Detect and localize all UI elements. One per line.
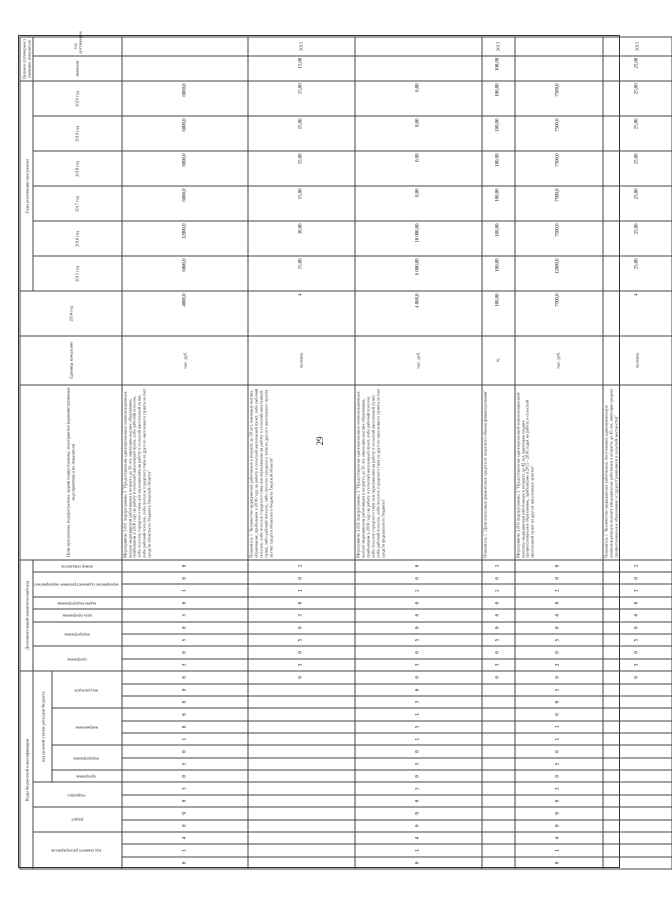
document-table-frame [18,30,640,868]
code-cell [247,708,354,720]
code-cell [602,695,671,707]
value-2017-cell: 7500,0 [514,186,602,221]
value-2019-cell: 15,00 [247,116,354,151]
target-value-cell [355,55,481,81]
header-dak: Дополнительный аналитический код [20,559,33,670]
value-2015-cell: 25,00 [602,256,671,291]
table-row [121,37,247,869]
code-cell: 0 [481,621,514,633]
code-cell: 3 [121,609,247,621]
code-cell: 0 [121,794,247,806]
value-2017-cell: 25,00 [602,186,671,221]
value-2016-cell: 12000,0 [121,221,247,256]
goal-text-cell: Показатель 1 "Количество медицинских работников в возрасте до 50 лет, имеющих высшее образование, прибывших в 2016 году на работу в сельский населенный пункт, либо рабочий поселок, либо поселок городского типа или переехавших на работу в сельский населенный пункт, либо рабочий поселок, либо поселок городского типа из другого населенного пункта за счет средств областного бюджета Тверской области" [247,384,354,559]
value-2014-cell: 7500,0 [514,291,602,335]
code-cell: 6 [355,683,481,695]
value-2016-cell: 25,00 [602,221,671,256]
code-cell: 3 [121,782,247,794]
code-cell: 0 [481,596,514,608]
code-cell [247,745,354,757]
unit-cell: человек [602,335,671,384]
value-2015-cell: 15,00 [247,256,354,291]
value-2020-cell: 7500,0 [514,81,602,116]
code-cell: 5 [514,633,602,645]
code-cell: 9 [514,807,602,819]
target-value-cell: 25,00 [602,55,671,81]
value-2019-cell: 6000,0 [121,116,247,151]
value-2018-cell: 7500,0 [514,151,602,186]
code-cell: 0 [355,770,481,782]
code-cell [247,720,354,732]
value-2014-cell: 100,00 [481,291,514,335]
value-2017-cell: 0,00 [355,186,481,221]
value-2020-cell: 100,00 [481,81,514,116]
header-target-year: год достижения [33,37,121,56]
code-cell [247,770,354,782]
value-2015-cell: 6 000,00 [355,256,481,291]
code-cell: 5 [121,757,247,769]
code-cell [602,733,671,745]
code-cell: 1 [514,720,602,732]
value-2019-cell: 100,00 [481,116,514,151]
code-cell: 0 [355,671,481,684]
unit-cell: тыс. руб. [355,335,481,384]
value-2018-cell: 15,00 [247,151,354,186]
code-cell: 5 [602,633,671,645]
target-year-cell: 2015 [481,37,514,56]
code-cell: 0 [514,695,602,707]
code-cell [602,683,671,695]
header-rz: раздел [33,807,121,832]
code-cell: 0 [514,559,602,571]
code-cell [602,745,671,757]
program-table [19,30,672,869]
code-cell: 0 [121,559,247,571]
header-cs-direction: направление [52,708,122,745]
code-cell: 5 [355,633,481,645]
header-unit: Единица измерения [20,335,122,384]
header-vr: вид расходов [52,671,122,708]
target-year-cell [355,37,481,56]
code-cell: 6 [121,708,247,720]
value-2015-cell: 12000,0 [514,256,602,291]
code-cell: 3 [514,782,602,794]
code-cell: 0 [247,621,354,633]
code-cell: 3 [355,782,481,794]
code-cell: 1 [602,559,671,571]
value-2015-cell: 6000,0 [121,256,247,291]
code-cell: 0 [514,671,602,684]
code-cell: 0 [481,646,514,658]
header-dak-indicator: номер показателя [33,559,121,571]
code-cell: 0 [247,572,354,584]
header-dak-event: мероприятие (административное мероприятие) [33,572,121,597]
target-year-cell [514,37,602,56]
code-cell [247,695,354,707]
code-cell: 0 [602,572,671,584]
value-2019-cell: 25,00 [602,116,671,151]
value-2019-cell: 0,00 [355,116,481,151]
header-gr: код главного распорядителя [33,831,121,868]
code-cell [247,844,354,856]
code-cell: 1 [514,733,602,745]
code-cell: 4 [514,831,602,843]
code-cell: 0 [355,596,481,608]
table-row [514,37,602,869]
header-target: Целевое (суммарное) значение показателя [20,37,33,81]
value-2018-cell: 25,00 [602,151,671,186]
code-cell: 0 [355,559,481,571]
code-cell [481,695,514,707]
code-cell: 0 [355,572,481,584]
code-cell: 3 [247,609,354,621]
code-cell [481,819,514,831]
goal-text-cell: Показатель 1 "Доля освоенных финансовых средств от планового объема финансирования" [481,384,514,559]
value-2018-cell: 0,00 [355,151,481,186]
target-value-cell [121,55,247,81]
code-cell [602,831,671,843]
header-2018: 2018 год [33,151,121,186]
code-cell [481,782,514,794]
page-number: 29 [315,436,325,446]
code-cell: 0 [355,646,481,658]
code-cell: 0 [121,646,247,658]
value-2017-cell: 100,00 [481,186,514,221]
code-cell [481,844,514,856]
code-cell: 9 [355,807,481,819]
code-cell: 0 [355,621,481,633]
code-cell: 1 [121,584,247,596]
code-cell: 0 [602,621,671,633]
code-cell: 0 [514,621,602,633]
table-row [355,37,481,869]
code-cell [247,733,354,745]
code-cell [602,770,671,782]
code-cell: 3 [514,658,602,670]
code-cell: 1 [355,733,481,745]
code-cell [602,856,671,868]
code-cell: 0 [514,745,602,757]
header-dak-task: задача подпрограммы [33,596,121,608]
code-cell: 0 [514,856,602,868]
goal-text-cell: Показатель 1 "Количество медицинских работников, получивших единовременную компенсационную выплату (медицинские работники в возрасте до 45 лет, имеющие среднее профессиональное образование и трудоустроившиеся в сельской местности)" [602,384,671,559]
code-cell [602,782,671,794]
code-cell [602,807,671,819]
code-cell [602,757,671,769]
code-cell: 1 [355,844,481,856]
code-cell: 0 [355,856,481,868]
code-cell [602,819,671,831]
code-cell: 0 [121,683,247,695]
header-2020: 2020 год [33,81,121,116]
code-cell: 3 [514,584,602,596]
code-cell [481,831,514,843]
code-cell: 5 [247,633,354,645]
value-2018-cell: 6000,0 [121,151,247,186]
code-cell: 3 [355,658,481,670]
code-cell: 0 [514,819,602,831]
header-target-value: значение [33,55,121,81]
code-cell [602,844,671,856]
code-cell: 3 [121,658,247,670]
value-2014-cell: 4 [247,291,354,335]
value-2020-cell: 25,00 [602,81,671,116]
code-cell: 0 [121,621,247,633]
table-row [481,37,514,869]
code-cell: 0 [355,794,481,806]
value-2019-cell: 7500,0 [514,116,602,151]
code-cell: 5 [481,633,514,645]
code-cell [602,720,671,732]
header-cs-subprog: подпрограмма [52,745,122,770]
code-cell [481,856,514,868]
code-cell: 4 [355,609,481,621]
code-cell [481,733,514,745]
code-cell: 0 [247,596,354,608]
code-cell: 0 [247,646,354,658]
value-2020-cell: 15,00 [247,81,354,116]
value-2017-cell: 15,00 [247,186,354,221]
code-cell: 0 [481,572,514,584]
code-cell [247,683,354,695]
code-cell [481,745,514,757]
unit-cell: человек [247,335,354,384]
header-2017: 2017 год [33,186,121,221]
value-2014-cell: 4000,0 [121,291,247,335]
code-cell: 0 [514,770,602,782]
code-cell: 0 [602,596,671,608]
code-cell: 3 [355,695,481,707]
code-cell: 4 [481,609,514,621]
header-dak-prog: программа [33,646,121,671]
code-cell: 3 [481,658,514,670]
code-cell: 1 [514,844,602,856]
header-dak-goal: цель программы [33,609,121,621]
code-cell: 1 [355,708,481,720]
unit-cell: тыс. руб. [121,335,247,384]
code-cell: 0 [121,596,247,608]
code-cell: 3 [247,658,354,670]
code-cell [247,782,354,794]
code-cell: 0 [121,671,247,684]
target-year-cell [121,37,247,56]
target-value-cell: 100,00 [481,55,514,81]
code-cell: 0 [514,596,602,608]
code-cell: 0 [355,745,481,757]
code-cell: 8 [121,720,247,732]
code-cell: 5 [355,757,481,769]
value-2016-cell: 7500,0 [514,221,602,256]
code-cell: 4 [121,831,247,843]
header-2019: 2019 год [33,116,121,151]
header-years-group: Годы реализации программы [20,81,33,291]
code-cell: 2 [355,584,481,596]
rotated-table-canvas [19,30,640,869]
value-2016-cell: 30,00 [247,221,354,256]
goal-text-cell: Мероприятие 3.002 подпрограммы 5 "Предоставление единовременных компенсационных выплат медицинским работникам в возрасте до 50 лет, имеющим высшее образование, прибывшим в 2016 году на работу в сельский населенный пункт, либо рабочий поселок, либо поселок городского типа или переехавшим на работу в сельский населенный пункт, либо рабочий поселок, либо поселок городского типа из другого населенного пункта за счет средств федерального бюджета" [355,384,481,559]
code-cell: 4 [602,609,671,621]
code-cell [247,856,354,868]
value-2015-cell: 100,00 [481,256,514,291]
code-cell [481,708,514,720]
code-cell: 8 [121,695,247,707]
code-cell [481,807,514,819]
code-cell [481,683,514,695]
code-cell: 4 [355,831,481,843]
code-cell [247,807,354,819]
header-cs: код целевой статьи расходов бюджета [33,671,52,782]
code-cell [247,831,354,843]
value-2017-cell: 6000,0 [121,186,247,221]
value-2018-cell: 100,00 [481,151,514,186]
header-kbk: Коды бюджетной классификации [20,671,33,869]
header-pr: подраздел [33,782,121,807]
code-cell [481,770,514,782]
code-cell: 0 [514,572,602,584]
code-cell [247,794,354,806]
header-2016: 2016 год [33,221,121,256]
target-year-cell: 2015 [247,37,354,56]
code-cell: 0 [602,646,671,658]
header-2014: 2014 год [20,291,122,335]
code-cell: 2 [481,584,514,596]
value-2016-cell: 18 000,00 [355,221,481,256]
code-cell: 0 [121,572,247,584]
code-cell: 9 [121,807,247,819]
code-cell: 5 [514,757,602,769]
code-cell: 1 [121,733,247,745]
code-cell: 5 [121,633,247,645]
code-cell [481,720,514,732]
code-cell [247,757,354,769]
code-cell: 0 [481,671,514,684]
header-goal-text: Цели программы, подпрограммы, задачи подпрограммы, мероприятия (административные мероприятия) и их показатели [20,384,122,559]
code-cell: 0 [247,671,354,684]
code-cell [602,708,671,720]
header-2015: 2015 год [33,256,121,291]
code-cell: 1 [247,559,354,571]
goal-text-cell: Мероприятие 3.003 подпрограммы 5 "Предоставление единовременной компенсационной выплаты медицинским работникам в возрасте до 45 лет, имеющим среднее профессиональное образование, прибывшим в 2015 - 2016 годах на работу в сельский населенный пункт из других населенных пунктов" [514,384,602,559]
value-2020-cell: 0,00 [355,81,481,116]
value-2020-cell: 6000,0 [121,81,247,116]
code-cell: 0 [514,646,602,658]
goal-text-cell: Мероприятие 3.001 подпрограммы 5 "Предоставление единовременных компенсационных выплат медицинским работникам в возрасте до 50 лет, имеющим высшее образование, прибывшим в 2016 году на работу в сельский населенный пункт, либо рабочий поселок, либо поселок городского типа или переехавшим на работу в сельский населенный пункт, либо рабочий поселок, либо поселок городского типа из другого населенного пункта за счет средств областного бюджета Тверской области" [121,384,247,559]
code-cell: 0 [121,819,247,831]
code-cell: 1 [247,584,354,596]
code-cell: 1 [481,559,514,571]
code-cell: 0 [121,856,247,868]
value-2016-cell: 100,00 [481,221,514,256]
code-cell [481,757,514,769]
target-value-cell: 15,00 [247,55,354,81]
code-cell [481,794,514,806]
unit-cell: тыс. руб. [514,335,602,384]
code-cell: 0 [602,671,671,684]
code-cell: 0 [514,708,602,720]
header-dak-subprog: подпрограмма [33,621,121,646]
code-cell: 3 [602,584,671,596]
table-row [602,37,671,869]
table-row [247,37,354,869]
table-body [121,37,671,869]
value-2014-cell: 4 000,0 [355,291,481,335]
target-year-cell: 2015 [602,37,671,56]
header-row-1 [20,37,33,869]
unit-cell: % [481,335,514,384]
header-cs-prog: программа [52,770,122,782]
code-cell: 5 [355,720,481,732]
code-cell [602,794,671,806]
code-cell: 0 [514,794,602,806]
code-cell: 4 [514,609,602,621]
code-cell: 1 [121,844,247,856]
code-cell: 0 [121,770,247,782]
code-cell: 0 [121,745,247,757]
code-cell: 0 [355,819,481,831]
code-cell [247,819,354,831]
target-value-cell [514,55,602,81]
code-cell: 5 [514,683,602,695]
code-cell: 3 [602,658,671,670]
value-2014-cell: 4 [602,291,671,335]
